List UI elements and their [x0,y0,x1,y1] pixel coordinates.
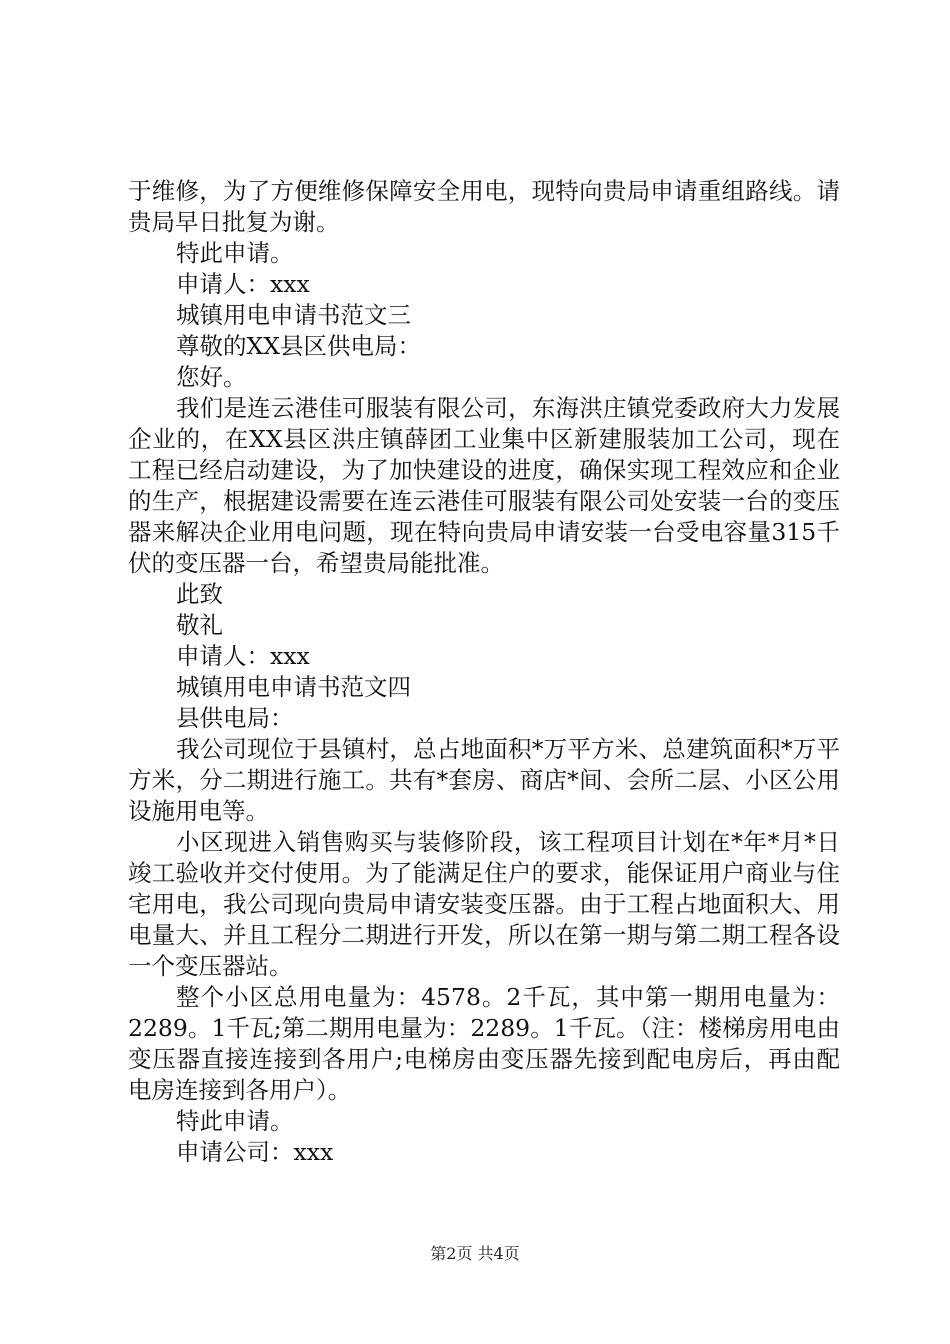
body-paragraph: 我们是连云港佳可服装有限公司，东海洪庄镇党委政府大力发展企业的，在XX县区洪庄镇薛团工业集中区新建服装加工公司，现在工程已经启动建设，为了加快建设的进度，确保实现工程效应和企业的生产，根据建设需要在连云港佳可服装有限公司处安装一台的变压器来解决企业用电问题，现在特向贵局申请安装一台受电容量315千伏的变压器一台，希望贵局能批准。 [128,394,840,577]
closing-remark: 特此申请。 [176,239,294,267]
paragraph-continuation: 于维修，为了方便维修保障安全用电，现特向贵局申请重组路线。请贵局早日批复为谢。 [128,177,840,236]
section-heading: 城镇用电申请书范文三 [176,301,411,329]
page-number-footer: 第2页 共4页 [430,1244,520,1263]
salutation: 尊敬的XX县区供电局： [176,332,421,360]
applicant-line: 申请人：xxx [176,642,310,670]
document-body [128,176,840,1168]
body-paragraph: 整个小区总用电量为：4578。2千瓦，其中第一期用电量为：2289。1千瓦;第二期用电量为：2289。1千瓦。（注：楼梯房用电由变压器直接连接到各用户;电梯房由变压器先接到配电房后，再由配电房连接到各用户）。 [128,983,840,1104]
closing-phrase: 敬礼 [176,611,223,639]
body-paragraph: 小区现进入销售购买与装修阶段，该工程项目计划在*年*月*日竣工验收并交付使用。为了能满足住户的要求，能保证用户商业与住宅用电，我公司现向贵局申请安装变压器。由于工程占地面积大、用电量大、并且工程分二期进行开发，所以在第一期与第二期工程各设一个变压器站。 [128,828,840,980]
applicant-line: 申请人：xxx [176,270,310,298]
closing-remark: 特此申请。 [176,1107,294,1135]
salutation: 县供电局： [176,704,294,732]
section-heading: 城镇用电申请书范文四 [176,673,411,701]
body-paragraph: 我公司现位于县镇村，总占地面积*万平方米、总建筑面积*万平方米，分二期进行施工。共有*套房、商店*间、会所二层、小区公用设施用电等。 [128,735,840,825]
greeting: 您好。 [176,363,247,391]
applicant-line: 申请公司：xxx [176,1138,334,1166]
closing-phrase: 此致 [176,580,223,608]
